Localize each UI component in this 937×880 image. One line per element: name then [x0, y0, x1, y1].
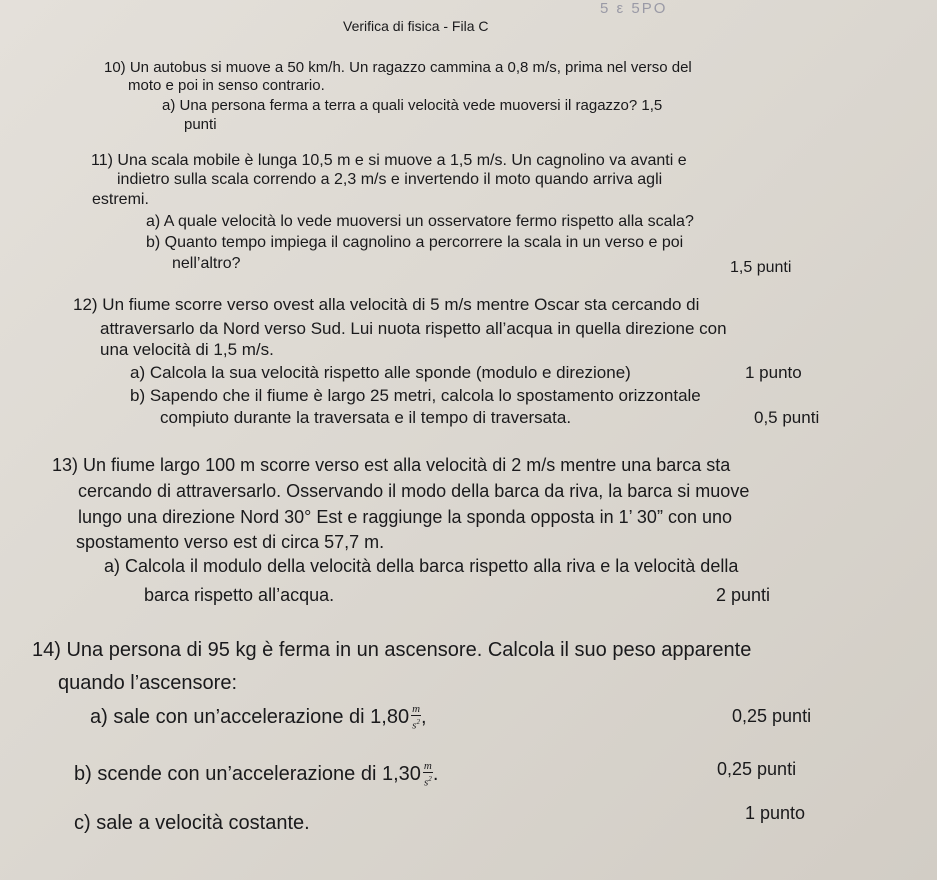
- unit-denominator: $s^2$: [412, 718, 420, 733]
- q14-part-a: [90, 700, 427, 734]
- q14-part-c: c) sale a velocità costante.: [74, 812, 310, 834]
- pencil-scribble: 5 ε 5ΡΟ: [600, 0, 668, 17]
- q14-part-a-comma: ,: [421, 706, 427, 728]
- q14-part-b: [74, 757, 438, 791]
- q10-text-line1: 10) Un autobus si muove a 50 km/h. Un ragazzo cammina a 0,8 m/s, prima nel verso del: [104, 59, 692, 76]
- q12-part-a-points: 1 punto: [745, 363, 802, 382]
- q14-part-b-points: 0,25 punti: [717, 759, 797, 779]
- q12-part-a: a) Calcola la sua velocità rispetto alle sponde (modulo e direzione): [130, 363, 631, 382]
- q13-text-line1: 13) Un fiume largo 100 m scorre verso est alla velocità di 2 m/s mentre una barca sta: [52, 455, 731, 475]
- q12-text-line1: 12) Un fiume scorre verso ovest alla velocità di 5 m/s mentre Oscar sta cercando di: [73, 295, 700, 314]
- q12-text-line3: una velocità di 1,5 m/s.: [100, 340, 274, 359]
- q13-points: 2 punti: [716, 585, 771, 605]
- q11-points: 1,5 punti: [730, 259, 792, 276]
- q10-part-a: a) Una persona ferma a terra a quali velocità vede muoversi il ragazzo? 1,5: [162, 97, 663, 114]
- q14-part-c-points: 1 punto: [745, 803, 806, 823]
- unit-fraction: [411, 703, 421, 732]
- q11-text-line3: estremi.: [92, 191, 149, 208]
- q13-part-a: a) Calcola il modulo della velocità della barca rispetto alla riva e la velocità della: [104, 556, 739, 576]
- q11-part-b-cont: nell’altro?: [172, 255, 241, 272]
- unit-numerator: m: [412, 703, 421, 716]
- q14-part-b-text: b) scende con un’accelerazione di 1,30: [74, 763, 421, 785]
- q14-text-line1: 14) Una persona di 95 kg è ferma in un ascensore. Calcola il suo peso apparente: [32, 639, 752, 661]
- unit-denominator: $s^2$: [423, 775, 432, 790]
- q11-text-line1: 11) Una scala mobile è lunga 10,5 m e si muove a 1,5 m/s. Un cagnolino va avanti e: [91, 152, 687, 169]
- q12-part-b: b) Sapendo che il fiume è largo 25 metri, calcola lo spostamento orizzontale: [130, 386, 701, 405]
- q14-part-a-text: a) sale con un’accelerazione di 1,80: [90, 706, 410, 728]
- q10-text-line2: moto e poi in senso contrario.: [128, 77, 325, 94]
- q11-text-line2: indietro sulla scala correndo a 2,3 m/s e invertendo il moto quando arriva agli: [117, 171, 663, 188]
- q10-part-a-points: punti: [184, 116, 217, 133]
- q13-text-line2: cercando di attraversarlo. Osservando il modo della barca da riva, la barca si muove: [78, 481, 750, 501]
- q11-part-b: b) Quanto tempo impiega il cagnolino a percorrere la scala in un verso e poi: [146, 234, 684, 251]
- q13-part-a-cont: barca rispetto all’acqua.: [144, 585, 335, 605]
- q14-part-b-period: .: [432, 763, 439, 785]
- page-title: Verifica di fisica - Fila C: [343, 18, 489, 34]
- q14-text-line2: quando l’ascensore:: [58, 672, 238, 694]
- q13-text-line3: lungo una direzione Nord 30° Est e raggiunge la sponda opposta in 1’ 30” con uno: [78, 507, 732, 527]
- q12-part-b-points: 0,5 punti: [754, 408, 820, 427]
- unit-numerator: m: [423, 760, 432, 773]
- unit-fraction: [423, 760, 433, 789]
- q11-part-a: a) A quale velocità lo vede muoversi un osservatore fermo rispetto alla scala?: [146, 213, 694, 230]
- q13-text-line4: spostamento verso est di circa 57,7 m.: [76, 532, 385, 552]
- q14-part-a-points: 0,25 punti: [732, 706, 812, 726]
- q12-text-line2: attraversarlo da Nord verso Sud. Lui nuota rispetto all’acqua in quella direzione con: [100, 319, 727, 338]
- q12-part-b-cont: compiuto durante la traversata e il tempo di traversata.: [160, 408, 572, 427]
